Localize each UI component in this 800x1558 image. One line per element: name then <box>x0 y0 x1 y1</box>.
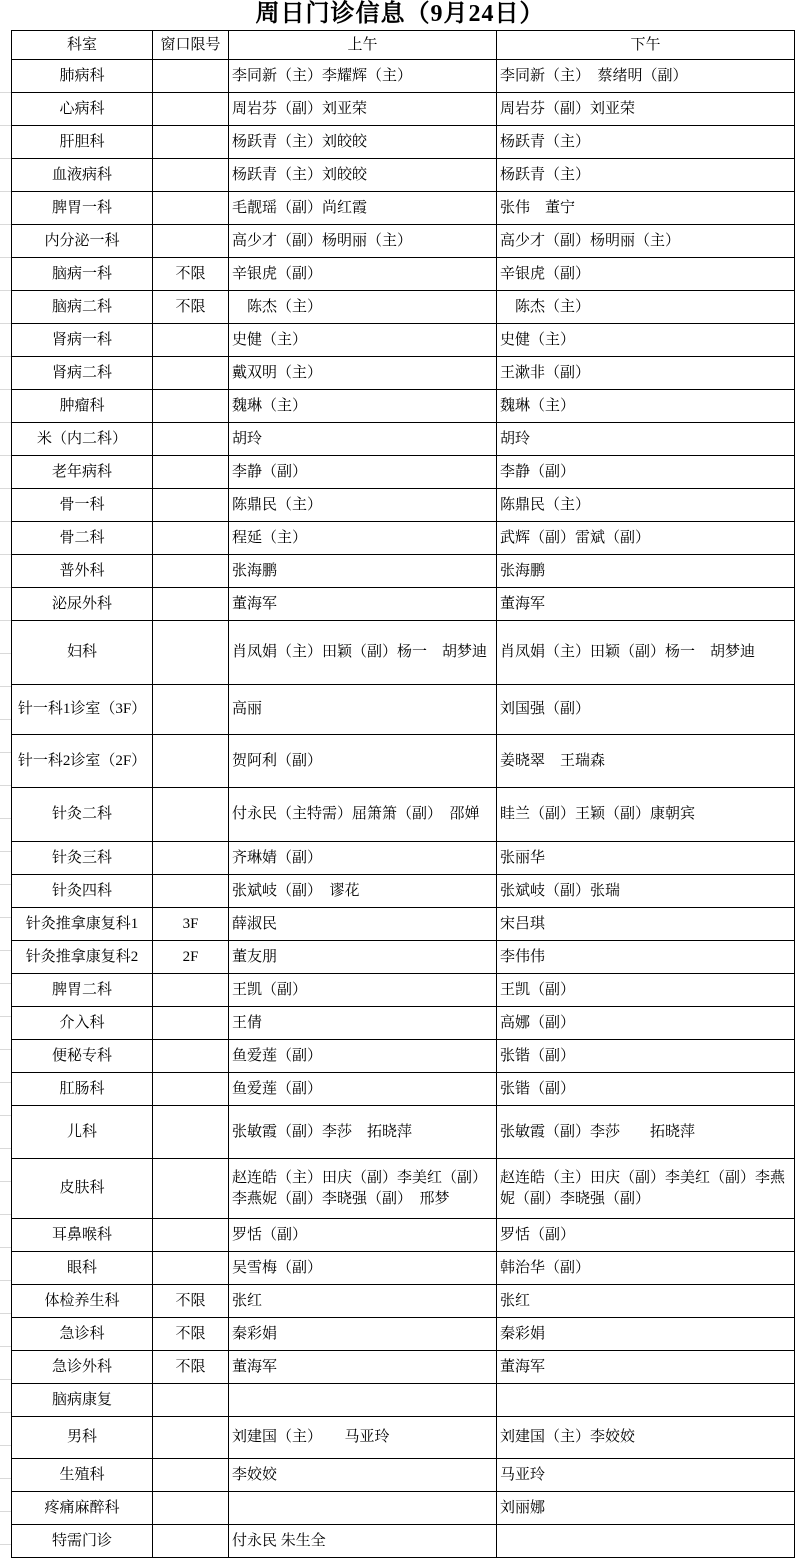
morning-cell <box>229 1492 497 1525</box>
afternoon-cell: 赵连皓（主）田庆（副）李美红（副）李燕妮（副）李晓强（副） <box>497 1159 795 1219</box>
window-limit-cell: 3F <box>153 908 229 941</box>
department-cell: 肿瘤科 <box>12 390 153 423</box>
department-cell: 男科 <box>12 1417 153 1459</box>
window-limit-cell <box>153 423 229 456</box>
table-row <box>12 621 795 685</box>
morning-cell: 鱼爱莲（副） <box>229 1073 497 1106</box>
table-row <box>12 842 795 875</box>
morning-cell: 刘建国（主） 马亚玲 <box>229 1417 497 1459</box>
department-cell: 针一科2诊室（2F） <box>12 735 153 788</box>
table-row <box>12 875 795 908</box>
morning-cell: 陈鼎民（主） <box>229 489 497 522</box>
header-morning: 上午 <box>229 31 497 60</box>
afternoon-cell: 李静（副） <box>497 456 795 489</box>
department-cell: 针灸四科 <box>12 875 153 908</box>
window-limit-cell <box>153 1492 229 1525</box>
afternoon-cell: 刘国强（副） <box>497 685 795 735</box>
morning-cell: 贺阿利（副） <box>229 735 497 788</box>
window-limit-cell <box>153 1384 229 1417</box>
morning-cell: 李姣姣 <box>229 1459 497 1492</box>
morning-cell: 赵连皓（主）田庆（副）李美红（副）李燕妮（副）李晓强（副） 邢梦 <box>229 1159 497 1219</box>
window-limit-cell <box>153 357 229 390</box>
department-cell: 普外科 <box>12 555 153 588</box>
department-cell: 脑病二科 <box>12 291 153 324</box>
header-window-limit: 窗口限号 <box>153 31 229 60</box>
window-limit-cell <box>153 93 229 126</box>
department-cell: 肾病二科 <box>12 357 153 390</box>
window-limit-cell <box>153 1073 229 1106</box>
morning-cell: 齐琳婧（副） <box>229 842 497 875</box>
afternoon-cell: 王凯（副） <box>497 974 795 1007</box>
table-row <box>12 192 795 225</box>
window-limit-cell <box>153 489 229 522</box>
afternoon-cell <box>497 1384 795 1417</box>
department-cell: 心病科 <box>12 93 153 126</box>
table-row <box>12 1417 795 1459</box>
afternoon-cell: 李同新（主） 蔡绪明（副） <box>497 60 795 93</box>
afternoon-cell: 张伟 董宁 <box>497 192 795 225</box>
morning-cell: 杨跃青（主）刘皎皎 <box>229 159 497 192</box>
window-limit-cell <box>153 1459 229 1492</box>
table-row <box>12 1252 795 1285</box>
table-row <box>12 1318 795 1351</box>
table-row <box>12 1073 795 1106</box>
window-limit-cell: 2F <box>153 941 229 974</box>
afternoon-cell: 胡玲 <box>497 423 795 456</box>
department-cell: 内分泌一科 <box>12 225 153 258</box>
department-cell: 儿科 <box>12 1106 153 1159</box>
afternoon-cell: 张红 <box>497 1285 795 1318</box>
morning-cell: 辛银虎（副） <box>229 258 497 291</box>
table-row <box>12 555 795 588</box>
department-cell: 针灸推拿康复科2 <box>12 941 153 974</box>
morning-cell: 戴双明（主） <box>229 357 497 390</box>
morning-cell: 李静（副） <box>229 456 497 489</box>
afternoon-cell: 秦彩娟 <box>497 1318 795 1351</box>
table-row <box>12 489 795 522</box>
window-limit-cell <box>153 192 229 225</box>
window-limit-cell: 不限 <box>153 291 229 324</box>
department-cell: 血液病科 <box>12 159 153 192</box>
window-limit-cell <box>153 555 229 588</box>
window-limit-cell: 不限 <box>153 1351 229 1384</box>
department-cell: 针灸二科 <box>12 788 153 842</box>
window-limit-cell <box>153 225 229 258</box>
morning-cell: 鱼爱莲（副） <box>229 1040 497 1073</box>
window-limit-cell <box>153 1106 229 1159</box>
afternoon-cell: 张丽华 <box>497 842 795 875</box>
window-limit-cell <box>153 390 229 423</box>
table-row <box>12 324 795 357</box>
window-limit-cell <box>153 1007 229 1040</box>
table-row <box>12 1459 795 1492</box>
morning-cell: 周岩芬（副）刘亚荣 <box>229 93 497 126</box>
department-cell: 针灸三科 <box>12 842 153 875</box>
department-cell: 介入科 <box>12 1007 153 1040</box>
morning-cell: 程延（主） <box>229 522 497 555</box>
header-afternoon: 下午 <box>497 31 795 60</box>
department-cell: 脑病一科 <box>12 258 153 291</box>
outpatient-schedule-table <box>11 30 795 1558</box>
window-limit-cell <box>153 1219 229 1252</box>
morning-cell <box>229 1384 497 1417</box>
department-cell: 便秘专科 <box>12 1040 153 1073</box>
department-cell: 针灸推拿康复科1 <box>12 908 153 941</box>
afternoon-cell: 杨跃青（主） <box>497 126 795 159</box>
department-cell: 急诊科 <box>12 1318 153 1351</box>
table-row <box>12 522 795 555</box>
department-cell: 肛肠科 <box>12 1073 153 1106</box>
table-row <box>12 1040 795 1073</box>
department-cell: 骨二科 <box>12 522 153 555</box>
afternoon-cell: 张锴（副） <box>497 1040 795 1073</box>
department-cell: 脾胃二科 <box>12 974 153 1007</box>
afternoon-cell: 陈鼎民（主） <box>497 489 795 522</box>
afternoon-cell: 史健（主） <box>497 324 795 357</box>
department-cell: 针一科1诊室（3F） <box>12 685 153 735</box>
department-cell: 泌尿外科 <box>12 588 153 621</box>
afternoon-cell <box>497 1525 795 1558</box>
window-limit-cell <box>153 456 229 489</box>
page-title: 周日门诊信息（9月24日） <box>255 1 545 27</box>
afternoon-cell: 董海军 <box>497 588 795 621</box>
morning-cell: 付永民（主特需）屈箫箫（副） 邵婵 <box>229 788 497 842</box>
afternoon-cell: 武辉（副）雷斌（副） <box>497 522 795 555</box>
morning-cell: 张红 <box>229 1285 497 1318</box>
department-cell: 肝胆科 <box>12 126 153 159</box>
window-limit-cell <box>153 126 229 159</box>
window-limit-cell: 不限 <box>153 258 229 291</box>
morning-cell: 董海军 <box>229 588 497 621</box>
schedule-table-body <box>12 60 795 1558</box>
department-cell: 特需门诊 <box>12 1525 153 1558</box>
spreadsheet-gutter <box>0 60 11 1558</box>
morning-cell: 魏琳（主） <box>229 390 497 423</box>
afternoon-cell: 杨跃青（主） <box>497 159 795 192</box>
department-cell: 老年病科 <box>12 456 153 489</box>
table-row <box>12 1351 795 1384</box>
afternoon-cell: 陈杰（主） <box>497 291 795 324</box>
window-limit-cell <box>153 588 229 621</box>
table-row <box>12 1525 795 1558</box>
table-row <box>12 225 795 258</box>
afternoon-cell: 宋吕琪 <box>497 908 795 941</box>
afternoon-cell: 马亚玲 <box>497 1459 795 1492</box>
window-limit-cell <box>153 1525 229 1558</box>
table-row <box>12 159 795 192</box>
afternoon-cell: 刘建国（主）李姣姣 <box>497 1417 795 1459</box>
table-row <box>12 974 795 1007</box>
morning-cell: 张斌岐（副） 谬花 <box>229 875 497 908</box>
morning-cell: 张敏霞（副）李莎 拓晓萍 <box>229 1106 497 1159</box>
table-row <box>12 258 795 291</box>
afternoon-cell: 辛银虎（副） <box>497 258 795 291</box>
department-cell: 体检养生科 <box>12 1285 153 1318</box>
window-limit-cell <box>153 324 229 357</box>
morning-cell: 肖凤娟（主）田颖（副）杨一 胡梦迪 <box>229 621 497 685</box>
table-row <box>12 390 795 423</box>
afternoon-cell: 王漱非（副） <box>497 357 795 390</box>
table-row <box>12 735 795 788</box>
table-row <box>12 60 795 93</box>
table-row <box>12 941 795 974</box>
department-cell: 脾胃一科 <box>12 192 153 225</box>
table-row <box>12 908 795 941</box>
table-row <box>12 1492 795 1525</box>
table-row <box>12 1384 795 1417</box>
morning-cell: 高丽 <box>229 685 497 735</box>
department-cell: 肺病科 <box>12 60 153 93</box>
window-limit-cell <box>153 735 229 788</box>
department-cell: 眼科 <box>12 1252 153 1285</box>
window-limit-cell <box>153 788 229 842</box>
table-row <box>12 588 795 621</box>
morning-cell: 毛靓瑶（副）尚红霞 <box>229 192 497 225</box>
department-cell: 妇科 <box>12 621 153 685</box>
department-cell: 骨一科 <box>12 489 153 522</box>
morning-cell: 杨跃青（主）刘皎皎 <box>229 126 497 159</box>
afternoon-cell: 姜晓翠 王瑞森 <box>497 735 795 788</box>
morning-cell: 胡玲 <box>229 423 497 456</box>
window-limit-cell: 不限 <box>153 1285 229 1318</box>
window-limit-cell: 不限 <box>153 1318 229 1351</box>
morning-cell: 高少才（副）杨明丽（主） <box>229 225 497 258</box>
table-row <box>12 423 795 456</box>
window-limit-cell <box>153 1417 229 1459</box>
afternoon-cell: 李伟伟 <box>497 941 795 974</box>
morning-cell: 董海军 <box>229 1351 497 1384</box>
table-row <box>12 1219 795 1252</box>
afternoon-cell: 周岩芬（副）刘亚荣 <box>497 93 795 126</box>
window-limit-cell <box>153 1252 229 1285</box>
morning-cell: 王凯（副） <box>229 974 497 1007</box>
window-limit-cell <box>153 621 229 685</box>
window-limit-cell <box>153 842 229 875</box>
window-limit-cell <box>153 159 229 192</box>
window-limit-cell <box>153 522 229 555</box>
table-row <box>12 291 795 324</box>
table-row <box>12 685 795 735</box>
window-limit-cell <box>153 1040 229 1073</box>
afternoon-cell: 张锴（副） <box>497 1073 795 1106</box>
morning-cell: 付永民 朱生全 <box>229 1525 497 1558</box>
window-limit-cell <box>153 875 229 908</box>
table-row <box>12 1285 795 1318</box>
afternoon-cell: 罗恬（副） <box>497 1219 795 1252</box>
morning-cell: 张海鹏 <box>229 555 497 588</box>
window-limit-cell <box>153 685 229 735</box>
afternoon-cell: 韩治华（副） <box>497 1252 795 1285</box>
department-cell: 米（内二科） <box>12 423 153 456</box>
afternoon-cell: 张斌岐（副）张瑞 <box>497 875 795 908</box>
morning-cell: 董友朋 <box>229 941 497 974</box>
morning-cell: 吴雪梅（副） <box>229 1252 497 1285</box>
department-cell: 皮肤科 <box>12 1159 153 1219</box>
window-limit-cell <box>153 1159 229 1219</box>
department-cell: 生殖科 <box>12 1459 153 1492</box>
afternoon-cell: 张海鹏 <box>497 555 795 588</box>
morning-cell: 王倩 <box>229 1007 497 1040</box>
morning-cell: 陈杰（主） <box>229 291 497 324</box>
morning-cell: 秦彩娟 <box>229 1318 497 1351</box>
afternoon-cell: 高少才（副）杨明丽（主） <box>497 225 795 258</box>
window-limit-cell <box>153 974 229 1007</box>
afternoon-cell: 高娜（副） <box>497 1007 795 1040</box>
afternoon-cell: 刘丽娜 <box>497 1492 795 1525</box>
morning-cell: 罗恬（副） <box>229 1219 497 1252</box>
department-cell: 脑病康复 <box>12 1384 153 1417</box>
department-cell: 肾病一科 <box>12 324 153 357</box>
afternoon-cell: 肖凤娟（主）田颖（副）杨一 胡梦迪 <box>497 621 795 685</box>
table-row <box>12 788 795 842</box>
department-cell: 急诊外科 <box>12 1351 153 1384</box>
department-cell: 耳鼻喉科 <box>12 1219 153 1252</box>
window-limit-cell <box>153 60 229 93</box>
afternoon-cell: 董海军 <box>497 1351 795 1384</box>
header-row <box>12 31 795 60</box>
afternoon-cell: 张敏霞（副）李莎 拓晓萍 <box>497 1106 795 1159</box>
afternoon-cell: 眭兰（副）王颖（副）康朝宾 <box>497 788 795 842</box>
table-row <box>12 456 795 489</box>
table-row <box>12 357 795 390</box>
table-row <box>12 126 795 159</box>
header-department: 科室 <box>12 31 153 60</box>
table-row <box>12 1007 795 1040</box>
morning-cell: 李同新（主）李耀辉（主） <box>229 60 497 93</box>
morning-cell: 史健（主） <box>229 324 497 357</box>
table-row <box>12 93 795 126</box>
department-cell: 疼痛麻醉科 <box>12 1492 153 1525</box>
morning-cell: 薛淑民 <box>229 908 497 941</box>
afternoon-cell: 魏琳（主） <box>497 390 795 423</box>
table-row <box>12 1159 795 1219</box>
table-row <box>12 1106 795 1159</box>
